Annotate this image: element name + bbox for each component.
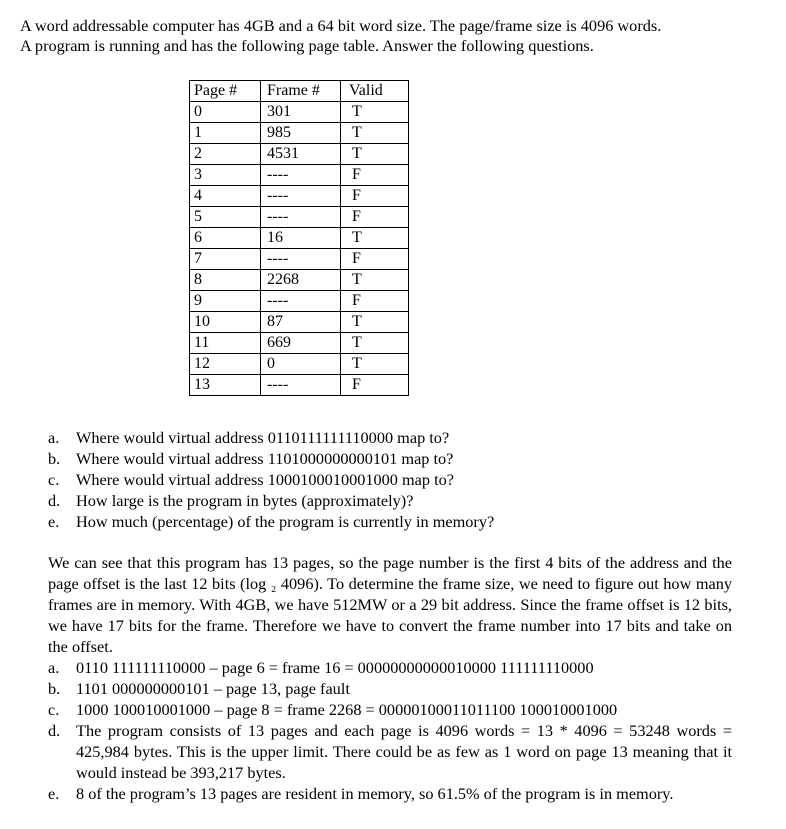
question-letter: a. xyxy=(48,428,60,447)
page-cell: 0 xyxy=(190,102,261,123)
valid-cell: T xyxy=(341,102,409,123)
table-row xyxy=(190,165,409,186)
table-row xyxy=(190,249,409,270)
answer-letter: c. xyxy=(48,700,60,719)
list-item xyxy=(48,657,732,678)
answer-letter: a. xyxy=(48,658,60,677)
valid-cell: T xyxy=(341,270,409,291)
header-page-number: Page # xyxy=(190,81,261,102)
list-item xyxy=(48,783,732,804)
list-item xyxy=(48,448,768,469)
table-row xyxy=(190,123,409,144)
page-cell: 1 xyxy=(190,123,261,144)
page-cell: 4 xyxy=(190,186,261,207)
list-item xyxy=(48,511,768,532)
page-table-header-row xyxy=(190,81,409,102)
frame-cell: ---- xyxy=(261,165,341,186)
frame-cell: 2268 xyxy=(261,270,341,291)
list-item xyxy=(48,490,768,511)
table-row xyxy=(190,207,409,228)
page-cell: 9 xyxy=(190,291,261,312)
question-text: How much (percentage) of the program is currently in memory? xyxy=(76,512,495,531)
table-row xyxy=(190,102,409,123)
answer-text: The program consists of 13 pages and each page is 4096 words = 13 * 4096 = 53248 words = 425,984 bytes. This is the upper limit. There could be as few as 1 word on page 13 meaning that it would instead be 393,217 bytes. xyxy=(76,721,732,782)
valid-cell: T xyxy=(341,333,409,354)
answer-letter: e. xyxy=(48,784,60,803)
question-text: Where would virtual address 1000100010001000 map to? xyxy=(76,470,455,489)
page-cell: 3 xyxy=(190,165,261,186)
page-cell: 8 xyxy=(190,270,261,291)
valid-cell: T xyxy=(341,354,409,375)
question-letter: c. xyxy=(48,470,60,489)
valid-cell: F xyxy=(341,207,409,228)
frame-cell: ---- xyxy=(261,249,341,270)
answer-section xyxy=(48,552,732,804)
answer-paragraph: We can see that this program has 13 pages, so the page number is the first 4 bits of the address and the page offset is the last 12 bits (log ₂ 4096). To determine the frame size, we need to figure out how many frames are in memory. With 4GB, we have 512MW or a 29 bit address. Since the frame offset is 12 bits, we have 17 bits for the frame. Therefore we have to convert the frame number into 17 bits and take on the offset. xyxy=(48,553,732,656)
page-cell: 5 xyxy=(190,207,261,228)
frame-cell: 669 xyxy=(261,333,341,354)
question-text: Where would virtual address 1101000000000101 map to? xyxy=(76,449,454,468)
valid-cell: T xyxy=(341,228,409,249)
table-row xyxy=(190,186,409,207)
frame-cell: 0 xyxy=(261,354,341,375)
problem-intro xyxy=(20,16,770,56)
valid-cell: F xyxy=(341,165,409,186)
page-cell: 6 xyxy=(190,228,261,249)
valid-cell: F xyxy=(341,291,409,312)
page-cell: 13 xyxy=(190,375,261,396)
table-row xyxy=(190,291,409,312)
frame-cell: 985 xyxy=(261,123,341,144)
valid-cell: F xyxy=(341,186,409,207)
page-cell: 11 xyxy=(190,333,261,354)
frame-cell: 301 xyxy=(261,102,341,123)
frame-cell: ---- xyxy=(261,186,341,207)
table-row xyxy=(190,228,409,249)
question-list xyxy=(48,427,768,532)
valid-cell: T xyxy=(341,144,409,165)
page-cell: 12 xyxy=(190,354,261,375)
valid-cell: T xyxy=(341,312,409,333)
page-cell: 2 xyxy=(190,144,261,165)
page-cell: 10 xyxy=(190,312,261,333)
answer-text: 1000 100010001000 – page 8 = frame 2268 = 00000100011011100 100010001000 xyxy=(76,700,618,719)
table-row xyxy=(190,375,409,396)
frame-cell: ---- xyxy=(261,375,341,396)
question-text: How large is the program in bytes (approximately)? xyxy=(76,491,414,510)
frame-cell: ---- xyxy=(261,207,341,228)
intro-line-1: A word addressable computer has 4GB and a 64 bit word size. The page/frame size is 4096 words. xyxy=(20,16,662,35)
valid-cell: F xyxy=(341,249,409,270)
answer-text: 1101 000000000101 – page 13, page fault xyxy=(76,679,350,698)
question-text: Where would virtual address 0110111111110000 map to? xyxy=(76,428,450,447)
frame-cell: 16 xyxy=(261,228,341,249)
question-letter: d. xyxy=(48,491,61,510)
answer-text: 0110 111111110000 – page 6 = frame 16 = 00000000000010000 111111110000 xyxy=(76,658,594,677)
frame-cell: ---- xyxy=(261,291,341,312)
frame-cell: 4531 xyxy=(261,144,341,165)
table-row xyxy=(190,312,409,333)
table-row xyxy=(190,333,409,354)
list-item xyxy=(48,699,732,720)
answer-letter: b. xyxy=(48,679,61,698)
valid-cell: F xyxy=(341,375,409,396)
list-item xyxy=(48,678,732,699)
frame-cell: 87 xyxy=(261,312,341,333)
answer-text: 8 of the program’s 13 pages are resident in memory, so 61.5% of the program is in memory. xyxy=(76,784,674,803)
table-row xyxy=(190,270,409,291)
question-letter: b. xyxy=(48,449,61,468)
valid-cell: T xyxy=(341,123,409,144)
list-item xyxy=(48,469,768,490)
answer-letter: d. xyxy=(48,721,61,740)
header-frame-number: Frame # xyxy=(261,81,341,102)
page-table xyxy=(189,80,409,396)
table-row xyxy=(190,354,409,375)
question-letter: e. xyxy=(48,512,60,531)
table-row xyxy=(190,144,409,165)
page-cell: 7 xyxy=(190,249,261,270)
header-valid: Valid xyxy=(341,81,409,102)
list-item xyxy=(48,720,732,783)
intro-line-2: A program is running and has the following page table. Answer the following questions. xyxy=(20,36,594,55)
list-item xyxy=(48,427,768,448)
